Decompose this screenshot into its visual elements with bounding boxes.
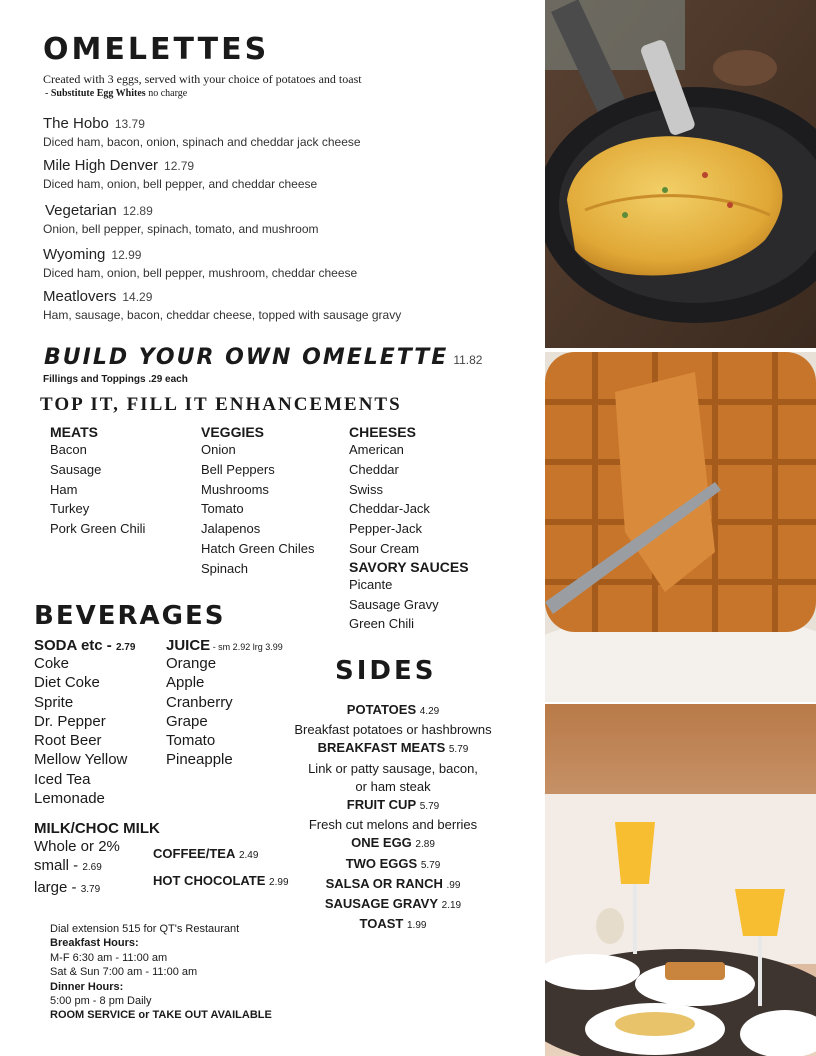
side-name: BREAKFAST MEATS [317,740,446,756]
omelette-price: 12.79 [164,159,195,173]
side-desc: Breakfast potatoes or hashbrowns [294,722,492,738]
soda-price: 2.79 [115,642,136,653]
list-item: Coke [34,655,70,672]
build-title: BUILD YOUR OWN OMELETTE [44,345,449,370]
side-price: 1.99 [406,920,427,932]
fillings-note: Fillings and Toppings .29 each [43,374,188,385]
omelette-item [43,246,357,280]
juice-column [166,637,283,770]
side-item [272,875,514,895]
list-item: Ham [50,481,78,497]
list-item: Sour Cream [349,540,420,556]
list-item: Spinach [201,560,248,576]
cheeses-column [349,424,469,634]
side-price: 4.29 [419,706,440,717]
egg-whites-note [45,88,187,99]
list-item: Bacon [50,442,87,457]
list-item [34,878,160,899]
list-item: Jalapenos [201,521,261,537]
build-your-own-heading [44,345,482,370]
beverages-title: BEVERAGES [34,601,226,631]
list-item: Dr. Pepper [34,712,106,730]
side-name: ONE EGG [351,835,412,851]
build-price: 11.82 [453,353,483,367]
list-item: Root Beer [34,732,102,750]
side-name: SAUSAGE GRAVY [324,896,439,912]
side-price: 5.79 [420,859,441,871]
soda-list [34,654,135,808]
enhancements-title: TOP IT, FILL IT ENHANCEMENTS [40,394,402,415]
side-name: TWO EGGS [345,855,418,871]
side-item [272,796,514,816]
list-item: Pineapple [166,751,233,769]
milk-small-price: 2.69 [82,862,102,874]
extension-line: Dial extension 515 for QT's Restaurant [50,923,240,935]
meats-list [50,440,145,539]
veggies-column [201,424,314,579]
side-name: FRUIT CUP [346,797,417,813]
omelette-price: 14.29 [122,290,153,304]
omelettes-title: OMELETTES [43,32,270,67]
breakfast-table-image [545,704,816,1056]
sides-title: SIDES [335,656,437,686]
omelettes-intro: Created with 3 eggs, served with your choice of potatoes and toast [43,72,362,86]
list-item: Iced Tea [34,770,91,788]
list-item: Sausage [50,461,102,477]
list-item: Apple [166,674,205,692]
side-name: POTATOES [346,702,417,717]
waffle-image [545,352,816,702]
breakfast-table-photo [545,704,816,1056]
room-service-line: ROOM SERVICE or TAKE OUT AVAILABLE [50,1009,272,1022]
list-item: Hatch Green Chiles [201,540,315,556]
veggies-list [201,440,314,579]
breakfast-hours-title: Breakfast Hours: [50,937,139,950]
side-desc: Fresh cut melons and berries [308,817,478,833]
side-name: SALSA OR RANCH [325,875,443,891]
omelette-item [43,157,317,191]
sauces-list [349,575,469,634]
milk-small-label: small - [34,857,83,875]
list-item: Orange [166,655,217,672]
omelette-desc: Ham, sausage, bacon, cheddar cheese, topped with sausage gravy [43,308,402,322]
omelette-name: Vegetarian [45,202,117,219]
egg-whites-prefix: - [45,88,51,99]
list-item: Tomato [201,501,244,517]
omelette-item [43,288,401,322]
cheeses-heading: CHEESES [349,424,416,440]
side-price: 2.19 [441,900,462,912]
milk-block [34,820,160,899]
side-price: 2.89 [415,839,435,851]
list-item: Swiss [349,481,383,497]
milk-list [34,837,160,899]
omelette-price: 12.89 [122,204,153,218]
soda-heading [34,637,135,654]
list-item: Pork Green Chili [50,521,146,537]
list-item: Cheddar-Jack [349,501,430,517]
side-item [272,855,514,875]
breakfast-hours-weekend: Sat & Sun 7:00 am - 11:00 am [50,966,198,979]
veggies-heading: VEGGIES [201,424,265,440]
milk-large-price: 3.79 [80,883,101,895]
list-item: Pepper-Jack [349,521,422,537]
sides-list [272,701,514,935]
list-item: Picante [349,576,393,592]
list-item: Sprite [34,693,74,711]
list-item: Cranberry [166,693,233,711]
breakfast-hours-weekday: M-F 6:30 am - 11:00 am [50,951,168,964]
side-name: TOAST [359,916,404,932]
cheeses-list [349,440,469,559]
list-item: Sausage Gravy [349,596,439,612]
side-item [272,895,514,915]
list-item: Onion [201,442,236,457]
dinner-hours-title: Dinner Hours: [50,980,124,993]
side-item [272,701,514,721]
omelette-name: Meatlovers [43,288,117,305]
milk-large-label: large - [34,878,81,896]
dinner-hours: 5:00 pm - 8 pm Daily [50,995,152,1008]
list-item: Tomato [166,732,216,750]
restaurant-info [50,922,272,1023]
side-price: .99 [446,879,461,891]
omelette-price: 13.79 [114,117,145,131]
omelette-name: Wyoming [43,246,106,263]
omelette-item [43,202,319,236]
coffee-label: COFFEE/TEA [153,846,236,861]
coffee-price: 2.49 [238,850,259,861]
side-item [272,834,514,854]
side-item [272,739,514,759]
omelette-item [43,115,361,149]
omelette-name: Mile High Denver [43,157,159,174]
omelette-desc: Onion, bell pepper, spinach, tomato, and mushroom [43,222,319,236]
juice-title: JUICE [166,637,211,654]
egg-whites-bold: Substitute Egg Whites [50,88,146,99]
side-item [272,915,514,935]
omelette-price: 12.99 [111,248,142,262]
meats-column [50,424,145,539]
hot-chocolate-label: HOT CHOCOLATE [153,873,266,888]
list-item: Green Chili [349,616,415,632]
juice-price: - sm 2.92 lrg 3.99 [210,642,283,652]
list-item: Turkey [50,501,90,517]
side-desc: or ham steak [355,778,431,794]
list-item: Mellow Yellow [34,751,128,769]
hot-chocolate-line [153,873,289,888]
soda-title: SODA etc - [34,637,116,654]
hot-chocolate-price: 2.99 [269,877,289,888]
omelette-pan-image [545,0,816,348]
coffee-line [153,846,258,861]
soda-column [34,637,135,808]
list-item: Whole or 2% [34,838,120,855]
waffle-photo [545,352,816,702]
juice-list [166,654,283,770]
list-item: Lemonade [34,790,105,808]
milk-heading: MILK/CHOC MILK [34,820,160,837]
list-item [34,856,160,877]
list-item: Mushrooms [201,481,269,497]
meats-heading: MEATS [50,424,98,440]
list-item: Cheddar [349,461,399,477]
juice-heading [166,637,283,654]
omelette-photo [545,0,816,348]
list-item: American [349,442,404,457]
list-item: Diet Coke [34,674,100,692]
egg-whites-rest: no charge [145,88,188,99]
sauces-heading: SAVORY SAUCES [349,558,469,575]
side-price: 5.79 [419,801,440,813]
list-item: Bell Peppers [201,461,275,477]
omelette-name: The Hobo [43,115,109,132]
omelette-desc: Diced ham, bacon, onion, spinach and cheddar jack cheese [43,135,361,149]
omelette-desc: Diced ham, onion, bell pepper, and cheddar cheese [43,177,318,191]
side-desc: Link or patty sausage, bacon, [308,760,478,776]
omelette-desc: Diced ham, onion, bell pepper, mushroom, cheddar cheese [43,266,358,280]
side-price: 5.79 [448,744,469,756]
list-item: Grape [166,712,208,730]
